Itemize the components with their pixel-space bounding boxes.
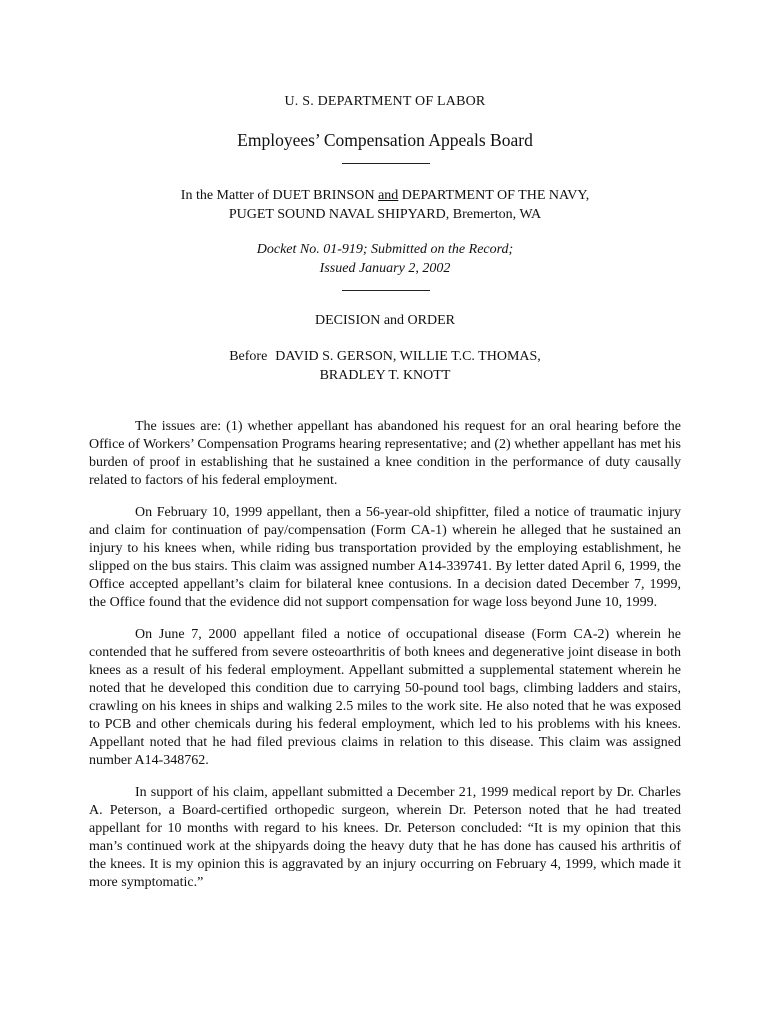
- panel-names-1: DAVID S. GERSON, WILLIE T.C. THOMAS,: [275, 349, 541, 364]
- paragraph: In support of his claim, appellant submitted a December 21, 1999 medical report by Dr. Charles A. Peterson, a Board-certified orthopedic surgeon, wherein Dr. Peterson noted that he had treated appellant for 10 months with regard to his knees. Dr. Peterson concluded: “It is my opinion that this man’s continued work at the shipyards doing the heavy duty that he has done has caused his arthritis of the knees. It is my opinion this is aggravated by an injury occurring on February 4, 1999, which made it more symptomatic.”: [89, 785, 681, 890]
- paragraph: On February 10, 1999 appellant, then a 56-year-old shipfitter, filed a notice of traumatic injury and claim for continuation of pay/compensation (Form CA-1) wherein he alleged that he sustained an injury to his knees when, while riding bus transportation provided by the employing establishment, he slipped on the bus stairs. This claim was assigned number A14-339741. By letter dated April 6, 1999, the Office accepted appellant’s claim for bilateral knee contusions. In a decision dated December 7, 1999, the Office found that the evidence did not support compensation for wage loss beyond June 10, 1999.: [89, 505, 681, 610]
- divider-rule: [342, 163, 430, 164]
- caption-suffix: DEPARTMENT OF THE NAVY,: [398, 188, 590, 203]
- decision-title: DECISION and ORDER: [315, 313, 455, 328]
- docket-line-2: Issued January 2, 2002: [319, 261, 451, 276]
- caption-prefix: In the Matter of DUET BRINSON: [180, 188, 379, 203]
- panel-line-1: [0, 347, 770, 366]
- paragraph: The issues are: (1) whether appellant has abandoned his request for an oral hearing before the Office of Workers’ Compensation Programs hearing representative; and (2) whether appellant has met his burden of proof in establishing that he sustained a knee condition in the performance of duty causally related to factors of his federal employment.: [89, 419, 681, 488]
- department-heading: U. S. DEPARTMENT OF LABOR: [284, 94, 486, 109]
- before-label: Before: [229, 349, 268, 364]
- divider-rule: [342, 290, 430, 291]
- opinion-body: [89, 418, 681, 906]
- caption-and: and: [378, 188, 399, 203]
- docket-line-1: Docket No. 01-919; Submitted on the Record;: [256, 242, 514, 257]
- board-title: Employees’ Compensation Appeals Board: [237, 130, 533, 150]
- case-caption: [0, 186, 770, 224]
- paragraph: On June 7, 2000 appellant filed a notice of occupational disease (Form CA-2) wherein he contended that he suffered from severe osteoarthritis of both knees and degenerative joint disease in both knees as a result of his federal employment. Appellant submitted a supplemental statement wherein he noted that he developed this condition due to carrying 50-pound tool bags, climbing ladders and stairs, crawling on his knees in ships and walking 2.5 miles to the work site. He also noted that he was exposed to PCB and other chemicals during his federal employment, which led to his problems with his knees. Appellant noted that he had filed previous claims in relation to this disease. This claim was assigned number A14-348762.: [89, 627, 681, 768]
- caption-line-2: PUGET SOUND NAVAL SHIPYARD, Bremerton, WA: [228, 207, 542, 222]
- docket-info: [0, 240, 770, 278]
- caption-line-1: [0, 186, 770, 205]
- panel-members: [0, 347, 770, 385]
- panel-line-2: BRADLEY T. KNOTT: [319, 368, 451, 383]
